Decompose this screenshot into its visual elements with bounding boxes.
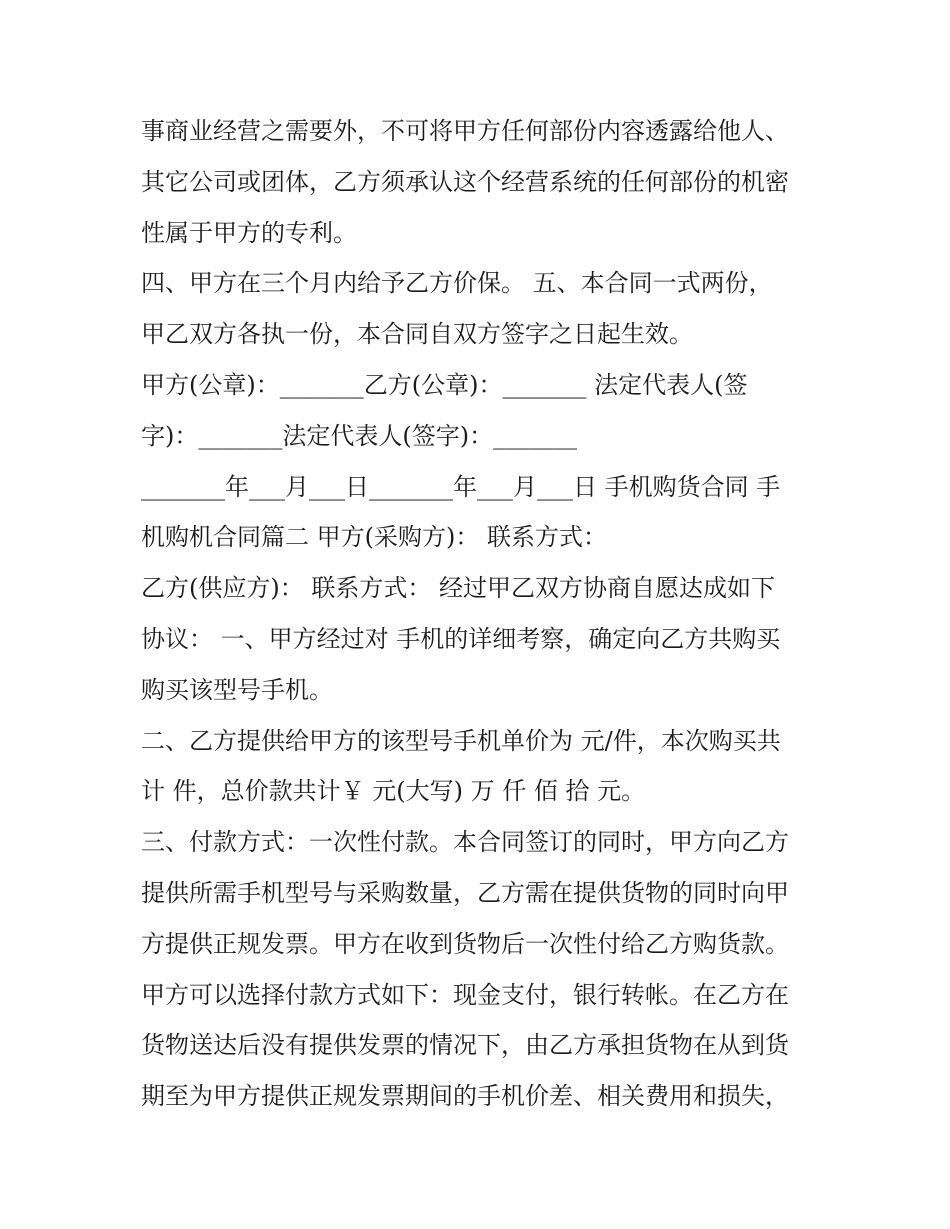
text-line: 二、乙方提供给甲方的该型号手机单价为 元/件，本次购买共 (141, 726, 781, 755)
text-line: 甲方(公章)：_______乙方(公章)：_______ 法定代表人(签 (141, 370, 748, 399)
contract-body-text (141, 106, 821, 1122)
text-line: 期至为甲方提供正规发票期间的手机价差、相关费用和损失， (141, 1082, 789, 1111)
text-line: 乙方(供应方)： 联系方式： 经过甲乙双方协商自愿达成如下 (141, 574, 775, 603)
text-line: 事商业经营之需要外，不可将甲方任何部份内容透露给他人、 (141, 117, 789, 145)
text-line: 三、付款方式：一次性付款。本合同签订的同时，甲方向乙方 (141, 828, 789, 857)
text-line: 购买该型号手机。 (141, 675, 333, 704)
text-line: 机购机合同篇二 甲方(采购方)： 联系方式： (141, 523, 607, 552)
text-line: 货物送达后没有提供发票的情况下，由乙方承担货物在从到货 (141, 1031, 789, 1060)
text-line: 协议： 一、甲方经过对 手机的详细考察，确定向乙方共购买 (141, 624, 781, 653)
text-line: _______年___月___日_______年___月___日 手机购货合同 手 (141, 472, 781, 501)
text-line: 四、甲方在三个月内给予乙方价保。 五、本合同一式两份， (141, 269, 773, 298)
text-line: 性属于甲方的专利。 (141, 218, 357, 247)
text-line: 方提供正规发票。甲方在收到货物后一次性付给乙方购货款。 (141, 929, 789, 958)
text-line: 甲乙双方各执一份，本合同自双方签字之日起生效。 (141, 320, 693, 349)
text-line: 甲方可以选择付款方式如下：现金支付，银行转帐。在乙方在 (141, 980, 789, 1009)
text-line: 其它公司或团体，乙方须承认这个经营系统的任何部份的机密 (141, 167, 789, 196)
text-line: 提供所需手机型号与采购数量，乙方需在提供货物的同时向甲 (141, 878, 789, 907)
text-line: 计 件，总价款共计￥ 元(大写) 万 仟 佰 拾 元。 (141, 777, 646, 806)
text-line: 字)：_______法定代表人(签字)：_______ (141, 421, 578, 450)
